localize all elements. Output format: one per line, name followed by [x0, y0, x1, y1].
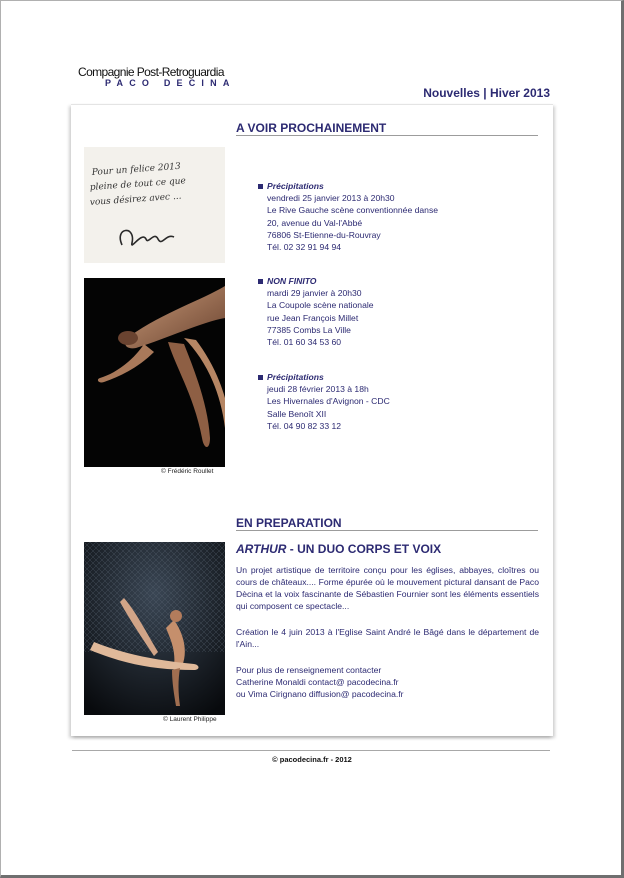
- event-3: [267, 371, 390, 432]
- contact-block: [236, 664, 539, 700]
- bullet-square-icon: [258, 279, 263, 284]
- event-2-title: NON FINITO: [258, 275, 374, 287]
- handwriting-line-2: pleine de tout ce que: [89, 176, 187, 193]
- upcoming-rule: [236, 135, 538, 136]
- upcoming-heading: A VOIR PROCHAINEMENT: [236, 121, 387, 135]
- event-1: [267, 180, 438, 253]
- event-2-phone: Tél. 01 60 34 53 60: [267, 337, 342, 348]
- signature-scribble: [120, 230, 174, 245]
- contact-intro: Pour plus de renseignement contacter: [236, 665, 382, 675]
- event-3-venue: Les Hivernales d'Avignon - CDC: [267, 396, 390, 407]
- issue-title: Nouvelles | Hiver 2013: [423, 86, 550, 100]
- contact-vima: ou Vima Cirignano diffusion@ pacodecina.fr: [236, 689, 404, 699]
- handwritten-card-image: [84, 147, 225, 263]
- project-creation: Création le 4 juin 2013 à l'Eglise Saint André le Bâgé dans le département de l'Ain...: [236, 627, 539, 649]
- dancer-illustration-2: [84, 542, 225, 715]
- event-1-venue: Le Rive Gauche scène conventionnée danse: [267, 205, 439, 216]
- handwriting-drawing: [84, 147, 225, 263]
- footer-copyright: © pacodecina.fr - 2012: [272, 755, 352, 764]
- handwriting-line-3: vous désirez avec ...: [89, 191, 182, 208]
- event-2-date: mardi 29 janvier à 20h30: [267, 288, 362, 299]
- project-subtitle: - UN DUO CORPS ET VOIX: [286, 542, 442, 556]
- preparation-rule: [236, 530, 538, 531]
- event-1-city: 76806 St-Etienne-du-Rouvray: [267, 229, 381, 240]
- bullet-square-icon: [258, 184, 263, 189]
- event-2-city: 77385 Combs La Ville: [267, 324, 351, 335]
- event-1-date: vendredi 25 janvier 2013 à 20h30: [267, 193, 395, 204]
- dancer-illustration-1: [84, 278, 225, 467]
- preparation-heading: EN PREPARATION: [236, 516, 342, 530]
- event-1-address: 20, avenue du Val-l'Abbé: [267, 217, 363, 228]
- event-2: [267, 275, 374, 348]
- company-line: Compagnie Post-Retroguardia: [78, 65, 224, 79]
- event-1-phone: Tél. 02 32 91 94 94: [267, 242, 342, 253]
- event-3-phone: Tél. 04 90 82 33 12: [267, 420, 342, 431]
- event-2-address: rue Jean François Millet: [267, 312, 359, 323]
- contact-catherine: Catherine Monaldi contact@ pacodecina.fr: [236, 677, 399, 687]
- event-3-room: Salle Benoît XII: [267, 408, 327, 419]
- company-name: PACO DECINA: [105, 78, 236, 88]
- bullet-square-icon: [258, 375, 263, 380]
- event-2-venue: La Coupole scène nationale: [267, 300, 374, 311]
- handwriting-line-1: Pour un felice 2013: [91, 161, 182, 178]
- project-title: [236, 542, 441, 556]
- company-logo: [78, 66, 236, 88]
- event-1-title: Précipitations: [258, 180, 438, 192]
- event-3-title: Précipitations: [258, 371, 390, 383]
- project-name: ARTHUR: [236, 542, 287, 556]
- dancer-photo-2: [84, 542, 225, 715]
- project-description: Un projet artistique de territoire conçu pour les églises, abbayes, cloîtres ou cours de châteaux.... Forme épurée où le mouvement pictural dansant de Paco Dècina et la voix fascinante de Sébastien Fournier sont les éléments essentiels qui composent ce spectacle...: [236, 565, 539, 611]
- photo-credit-1: © Frédéric Roullet: [161, 468, 214, 475]
- event-3-date: jeudi 28 février 2013 à 18h: [267, 384, 369, 395]
- footer-rule: [72, 750, 550, 751]
- photo-credit-2: © Laurent Philippe: [163, 716, 217, 723]
- dancer-photo-1: [84, 278, 225, 467]
